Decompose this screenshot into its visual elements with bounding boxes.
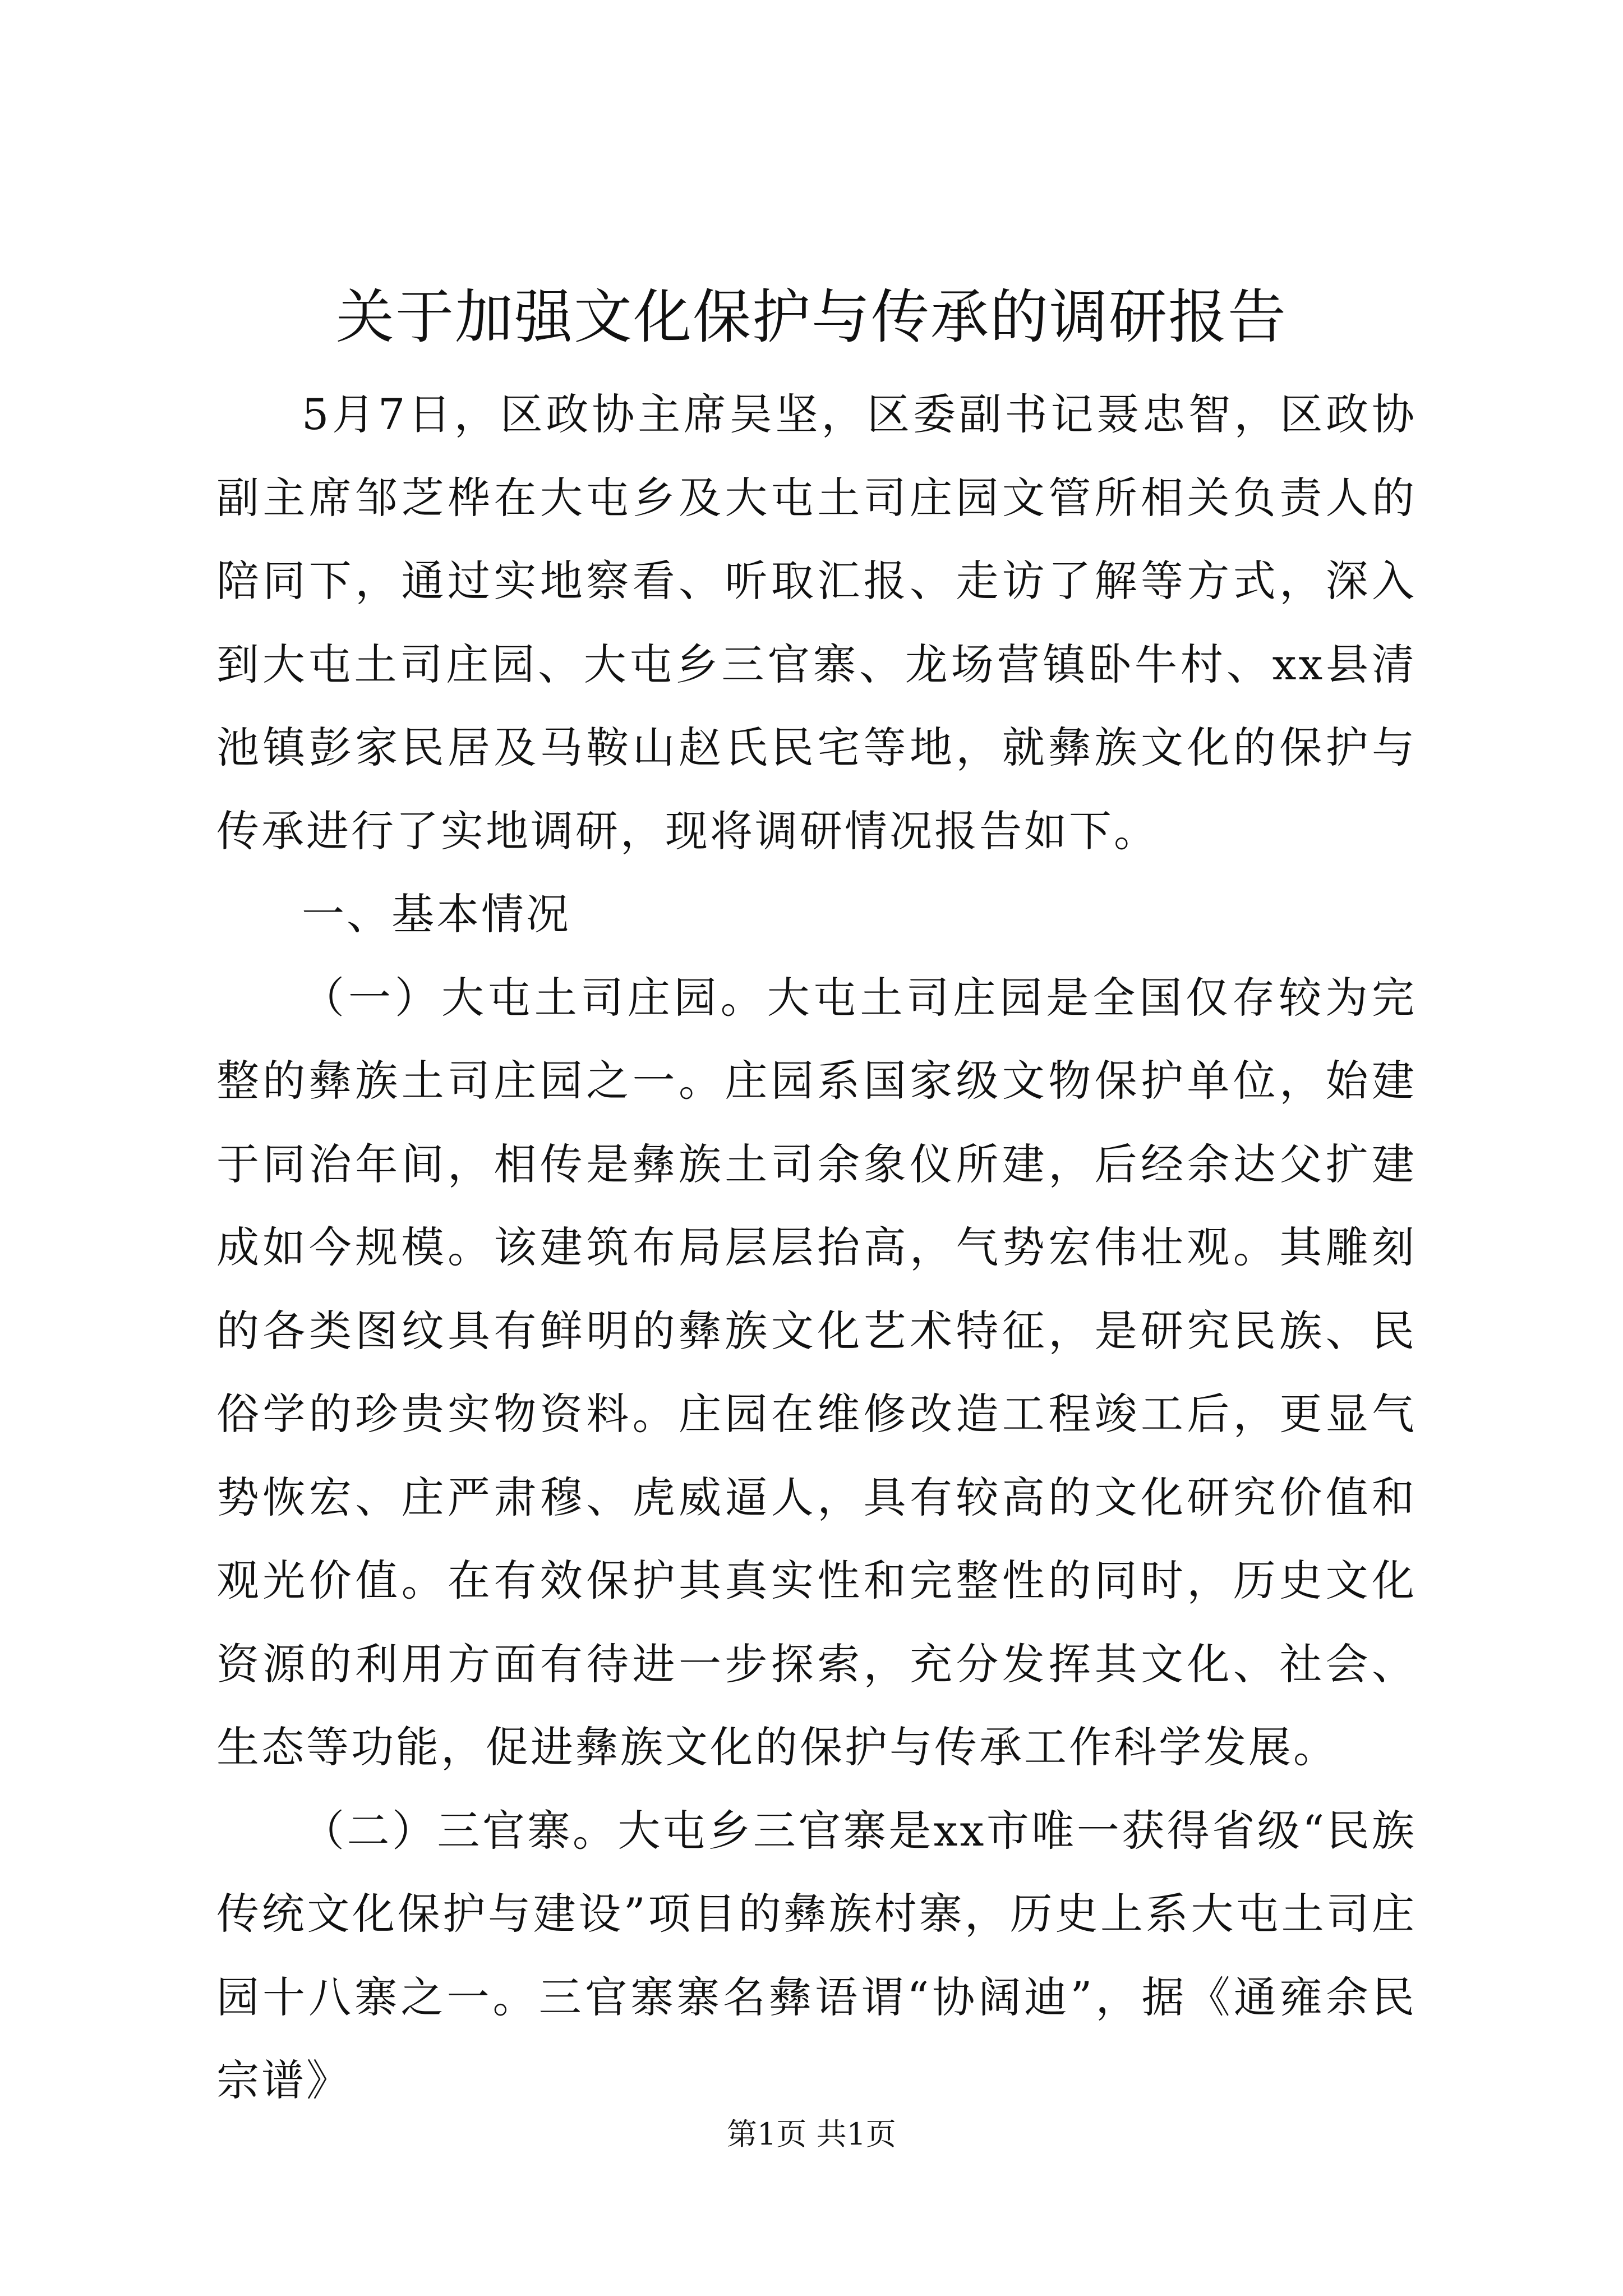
paragraph-datun-manor: （一）大屯土司庄园。大屯土司庄园是全国仅存较为完整的彝族土司庄园之一。庄园系国家级文物保护单位，始建于同治年间，相传是彝族土司余象仪所建，后经余达父扩建成如今规模。该建筑布局层层抬高，气势宏伟壮观。其雕刻的各类图纹具有鲜明的彝族文化艺术特征，是研究民族、民俗学的珍贵实物资料。庄园在维修改造工程竣工后，更显气势恢宏、庄严肃穆、虎威逼人，具有较高的文化研究价值和观光价值。在有效保护其真实性和完整性的同时，历史文化资源的利用方面有待进一步探索，充分发挥其文化、社会、生态等功能，促进彝族文化的保护与传承工作科学发展。 bbox=[216, 972, 1417, 1772]
paragraph-intro: 5月7日，区政协主席吴坚，区委副书记聂忠智，区政协副主席邹芝桦在大屯乡及大屯土司庄园文管所相关负责人的陪同下，通过实地察看、听取汇报、走访了解等方式，深入到大屯土司庄园、大屯乡三官寨、龙场营镇卧牛村、xx县清池镇彭家民居及马鞍山赵氏民宅等地，就彝族文化的保护与传承进行了实地调研，现将调研情况报告如下。 bbox=[216, 389, 1417, 856]
section-heading-basic-situation: 一、基本情况 bbox=[302, 889, 571, 939]
document-body bbox=[216, 373, 1417, 2123]
document-title: 关于加强文化保护与传承的调研报告 bbox=[335, 283, 1287, 351]
page-footer: 第1页 共1页 bbox=[727, 2116, 896, 2152]
paragraph-sanguanzhai: （二）三官寨。大屯乡三官寨是xx市唯一获得省级“民族传统文化保护与建设”项目的彝族村寨，历史上系大屯土司庄园十八寨之一。三官寨寨名彝语谓“协阔迪”，据《通雍余民宗谱》 bbox=[216, 1805, 1417, 2105]
